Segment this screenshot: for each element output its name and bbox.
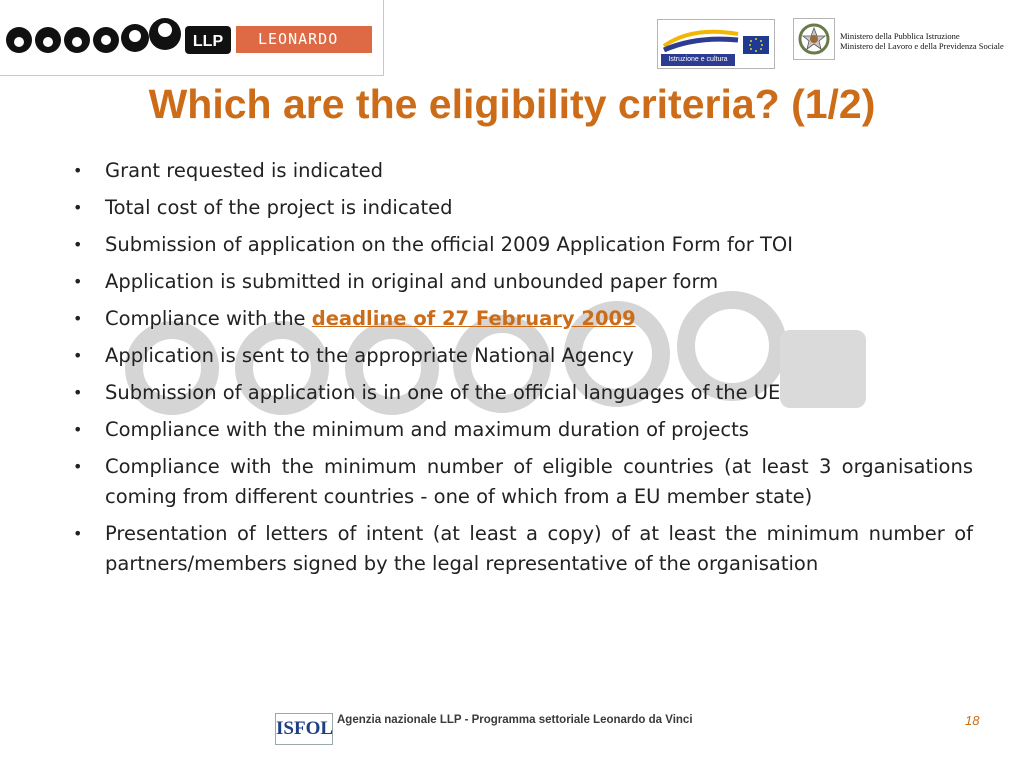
page-number: 18 [965,713,980,728]
bullet-text: Submission of application on the official 2009 Application Form for TOI [105,233,794,256]
bullet-dot-icon: • [73,235,83,254]
eu-flag-icon [743,36,769,54]
bullet-dot-icon: • [73,383,83,402]
list-item [73,341,973,371]
list-item [73,452,973,512]
header-logo-box [0,0,384,76]
bullet-dot-icon: • [73,309,83,328]
llp-figures-logo-icon [5,12,233,56]
criteria-list [73,156,973,586]
list-item [73,230,973,260]
bullet-text: Compliance with the minimum and maximum duration of projects [105,418,749,441]
bullet-text: Grant requested is indicated [105,159,384,182]
list-item [73,415,973,445]
agency-footer-text: Agenzia nazionale LLP - Programma settoriale Leonardo da Vinci [337,714,693,726]
bullet-text: Presentation of letters of intent (at least a copy) of at least the minimum number of partners/members signed by the legal representative of the organisation [105,522,973,575]
deadline-link[interactable]: deadline of 27 February 2009 [311,307,636,330]
bullet-dot-icon: • [73,420,83,439]
bullet-text: Compliance with the [105,307,312,330]
ministry-line-2: Ministero del Lavoro e della Previdenza Sociale [840,41,1004,51]
bullet-dot-icon: • [73,524,83,543]
bullet-text: Application is submitted in original and unbounded paper form [105,270,719,293]
list-item [73,378,973,408]
llp-label: LLP [192,33,224,50]
list-item [73,304,973,334]
eu-logo [657,19,775,69]
italian-emblem-icon [793,18,835,60]
leonardo-badge: LEONARDO [236,26,372,53]
bullet-dot-icon: • [73,346,83,365]
bullet-dot-icon: • [73,161,83,180]
bullet-text: Application is sent to the appropriate National Agency [105,344,634,367]
bullet-dot-icon: • [73,198,83,217]
eu-swoosh-icon [662,24,740,54]
bullet-dot-icon: • [73,272,83,291]
bullet-text: Total cost of the project is indicated [105,196,453,219]
bullet-text: Compliance with the minimum number of eligible countries (at least 3 organisations coming from different countries - one of which from a EU member state) [105,455,973,508]
list-item [73,519,973,579]
ministry-line-1: Ministero della Pubblica Istruzione [840,31,960,41]
list-item [73,267,973,297]
isfol-logo: ISFOL [275,713,333,745]
bullet-text: Submission of application is in one of the official languages of the UE [105,381,781,404]
list-item [73,193,973,223]
ministry-text [840,31,1020,51]
slide-title: Which are the eligibility criteria? (1/2) [148,81,876,127]
bullet-dot-icon: • [73,457,83,476]
list-item [73,156,973,186]
eu-logo-caption: Istruzione e cultura [661,54,735,66]
